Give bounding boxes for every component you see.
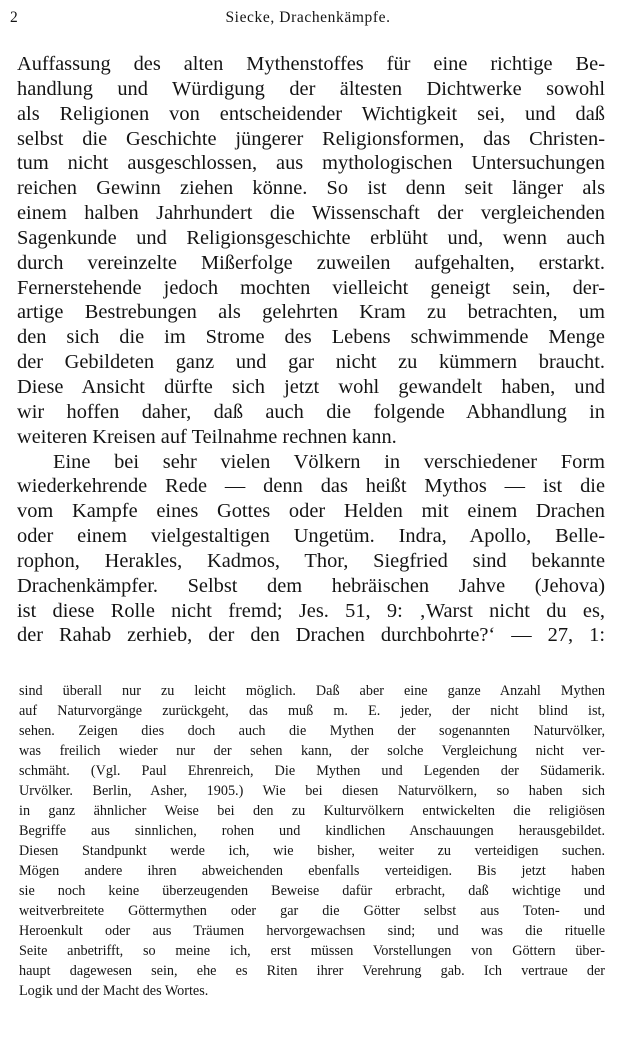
footnote-line: Logik und der Macht des Wortes. <box>19 983 209 1000</box>
text-line: der Rahab zerhieb, der den Drachen durchbohrte?‘ — 27, 1: <box>17 624 605 647</box>
text-line: Drachenkämpfer. Selbst dem hebräischen Jahve (Jehova) <box>17 574 605 597</box>
text-line: als Religionen von entscheidender Wichtigkeit sei, und daß <box>17 102 605 125</box>
text-line: wir hoffen daher, daß auch die folgende Abhandlung in <box>17 400 605 423</box>
text-line: durch vereinzelte Mißerfolge zuweilen aufgehalten, erstarkt. <box>17 251 605 274</box>
footnote-line: sind überall nur zu leicht möglich. Daß aber eine ganze Anzahl Mythen <box>19 683 605 699</box>
text-line: oder einem vielgestaltigen Ungetüm. Indra, Apollo, Belle- <box>17 525 605 548</box>
footnote-line: Heroenkult oder aus Träumen hervorgewachsen sind; und was die rituelle <box>19 923 605 940</box>
text-line: reichen Gewinn ziehen könne. So ist denn seit länger als <box>17 177 605 200</box>
footnote-line: haupt dagewesen sein, ehe es Riten ihrer Verehrung gab. Ich vertraue der <box>19 963 605 980</box>
running-head <box>10 9 606 31</box>
text-line: Eine bei sehr vielen Völkern in verschiedener Form <box>53 450 605 473</box>
text-line: vom Kampfe eines Gottes oder Helden mit einem Drachen <box>17 500 605 523</box>
running-title: Siecke, Drachenkämpfe. <box>225 9 391 26</box>
footnote-line: sie noch keine überzeugenden Beweise dafür erbracht, daß wichtige und <box>19 883 605 900</box>
text-line: einem halben Jahrhundert die Wissenschaft der vergleichenden <box>17 202 605 225</box>
footnote-line: in ganz ähnlicher Weise bei den zu Kulturvölkern entwickelten die religiösen <box>19 803 605 820</box>
footnote-line: Mögen andere ihren abweichenden ebenfalls verteidigen. Bis jetzt haben <box>19 863 605 880</box>
text-line: tum nicht ausgeschlossen, aus mythologischen Untersuchungen <box>17 152 605 175</box>
footnote-line: schmäht. (Vgl. Paul Ehrenreich, Die Mythen und Legenden der Südamerik. <box>19 763 605 780</box>
footnote-line: Diesen Standpunkt werde ich, wie bisher, weiter zu verteidigen suchen. <box>19 843 605 860</box>
footnote-line: Begriffe aus sinnlichen, rohen und kindlichen Anschauungen herausgebildet. <box>19 823 605 840</box>
footnote-line: was freilich wieder nur der sehen kann, der solche Vergleichung nicht ver- <box>19 743 605 760</box>
main-text <box>17 52 605 648</box>
footnote-line: Seite anbetrifft, so meine ich, erst müssen Vorstellungen von Göttern über- <box>19 943 605 960</box>
text-line: Diese Ansicht dürfte sich jetzt wohl gewandelt haben, und <box>17 375 605 398</box>
text-line: weiteren Kreisen auf Teilnahme rechnen kann. <box>17 425 397 448</box>
text-line: Fernerstehende jedoch mochten vielleicht geneigt sein, der- <box>17 276 605 299</box>
text-line: ist diese Rolle nicht fremd; Jes. 51, 9: ‚Warst nicht du es, <box>17 599 605 622</box>
footnote <box>19 681 605 1001</box>
text-line: selbst die Geschichte jüngerer Religionsformen, das Christen- <box>17 127 605 150</box>
text-line: Auffassung des alten Mythenstoffes für eine richtige Be- <box>17 53 605 75</box>
text-line: artige Bestrebungen als gelehrten Kram zu betrachten, um <box>17 301 605 324</box>
footnote-line: Urvölker. Berlin, Asher, 1905.) Wie bei diesen Naturvölkern, so haben sich <box>19 783 605 800</box>
text-line: Sagenkunde und Religionsgeschichte erblüht und, wenn auch <box>17 226 605 249</box>
text-line: wiederkehrende Rede — denn das heißt Mythos — ist die <box>17 475 605 498</box>
page-number: 2 <box>10 9 18 26</box>
footnote-line: weitverbreitete Göttermythen oder gar die Götter selbst aus Toten- und <box>19 903 605 920</box>
footnote-line: auf Naturvorgänge zurückgeht, das muß m. E. jeder, der nicht blind ist, <box>19 703 605 720</box>
text-line: handlung und Würdigung der ältesten Dichtwerke sowohl <box>17 77 605 100</box>
text-line: der Gebildeten ganz und gar nicht zu kümmern braucht. <box>17 351 605 374</box>
text-line: den sich die im Strome des Lebens schwimmende Menge <box>17 326 605 349</box>
text-line: rophon, Herakles, Kadmos, Thor, Siegfried sind bekannte <box>17 549 605 572</box>
footnote-line: sehen. Zeigen dies doch auch die Mythen der sogenannten Naturvölker, <box>19 723 605 740</box>
